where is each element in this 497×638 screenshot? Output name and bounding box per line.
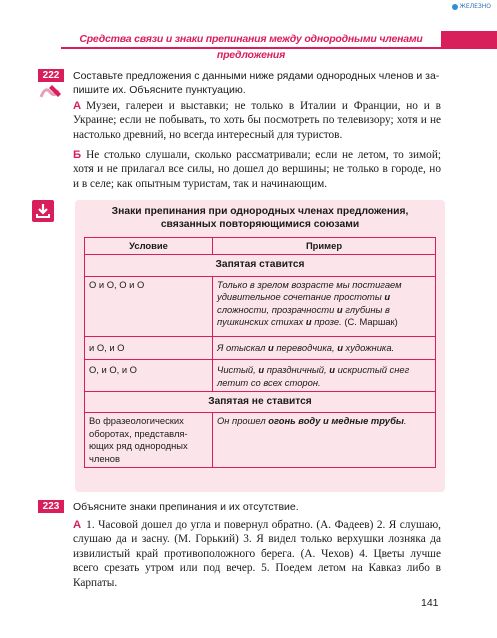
table-row bbox=[85, 336, 436, 359]
table-header-row bbox=[85, 238, 436, 255]
part-b-letter: Б bbox=[73, 149, 82, 161]
table-row bbox=[85, 413, 436, 468]
exercise-222-number: 222 bbox=[38, 69, 64, 82]
chapter-title: Средства связи и знаки препинания между однородными членами предложения bbox=[79, 33, 423, 61]
example-cell: Он прошел огонь воду и медные трубы. bbox=[213, 413, 436, 468]
exercise-223-part-a bbox=[73, 518, 441, 590]
exercise-222-part-a bbox=[73, 99, 441, 142]
pencil-writing-icon bbox=[38, 82, 64, 102]
section-comma-not-placed: Запятая не ставится bbox=[85, 392, 436, 413]
part-a-text: Музеи, галереи и выставки; не только в Италии и Франции, но и в Украине; если не побывать, то хоть бы посмотреть по телевизору; хотя и не настолько древний, но всегда интересный для туристов. bbox=[73, 100, 441, 141]
exercise-223-task: Объясните знаки препинания и их отсутствие. bbox=[73, 501, 299, 513]
table-row bbox=[85, 360, 436, 392]
condition-cell: О и О, О и О bbox=[85, 276, 213, 336]
table-section-row bbox=[85, 255, 436, 276]
example-cell: Только в зрелом возрасте мы постигаем удивительное сочетание простоты и сложности, прозрачности и глубины в пушкинских стихах и прозе. (С. Маршак) bbox=[213, 276, 436, 336]
header-accent-bar bbox=[441, 31, 497, 47]
download-rule-icon bbox=[32, 200, 54, 222]
corner-logo: ЖЕЛЕЗНО bbox=[452, 3, 491, 10]
example-cell: Чистый, и праздничный, и искристый снег летит со всех сторон. bbox=[213, 360, 436, 392]
exercise-223-number: 223 bbox=[38, 500, 64, 513]
exercise-222-part-b bbox=[73, 148, 441, 191]
section-comma-placed: Запятая ставится bbox=[85, 255, 436, 276]
part-a-text: 1. Часовой дошел до угла и повернул обратно. (А. Фадеев) 2. Я слушаю, слушаю да и засну. (М. Горький) 3. Я видел только верхушки лозняка да извилистый край противоположного берега. (А. Чехов) 4. Цветы лучше всего срезать утром или под вечер. 5. Поедем летом на Кавказ либо в Карпаты. bbox=[73, 519, 441, 589]
column-header-example: Пример bbox=[213, 238, 436, 255]
rule-table-title-line-1: Знаки препинания при однородных членах предложения, bbox=[111, 206, 409, 217]
part-a-letter: А bbox=[73, 519, 82, 531]
exercise-222-task-line-2: пишите их. Объясните пунктуацию. bbox=[73, 84, 246, 96]
table-section-row bbox=[85, 392, 436, 413]
rule-table-title-line-2: связанных повторяющимися союзами bbox=[160, 219, 360, 230]
condition-cell: и О, и О bbox=[85, 336, 213, 359]
part-a-letter: А bbox=[73, 100, 82, 112]
punctuation-rules-table bbox=[84, 237, 436, 468]
condition-cell: О, и О, и О bbox=[85, 360, 213, 392]
exercise-222-task bbox=[73, 69, 448, 97]
table-row bbox=[85, 276, 436, 336]
page-number: 141 bbox=[421, 597, 439, 609]
example-cell: Я отыскал и переводчика, и художника. bbox=[213, 336, 436, 359]
exercise-222-task-line-1: Составьте предложения с данными ниже рядами однородных членов и за- bbox=[73, 70, 440, 82]
column-header-condition: Условие bbox=[85, 238, 213, 255]
condition-cell: Во фразеологических оборотах, представляющих ряд однородных членов bbox=[85, 413, 213, 468]
rule-table-title bbox=[75, 205, 445, 231]
part-b-text: Не столько слушали, сколько рассматривали; если не летом, то зимой; хотя и не прилагал все силы, но дошел до вершины; не только в городе, но и в селе; как опытным туристам, так и начинающим. bbox=[73, 149, 441, 190]
